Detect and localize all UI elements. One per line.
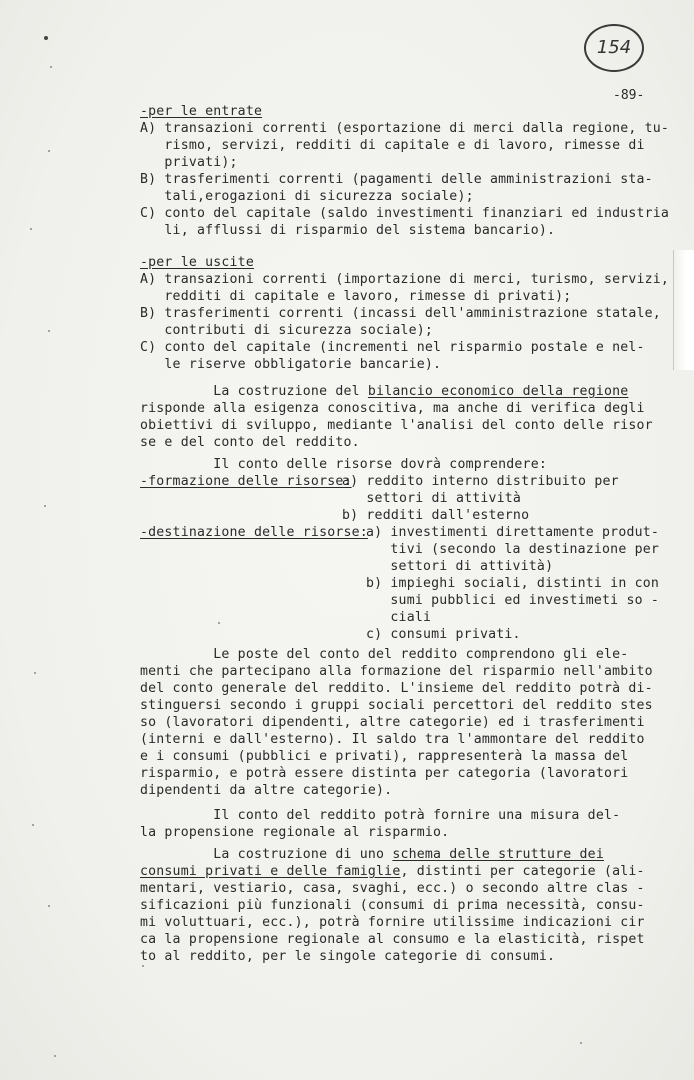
scan-speck xyxy=(218,622,220,624)
destinazione-item: b) impieghi sociali, distinti in con xyxy=(366,576,660,591)
scan-speck xyxy=(44,36,48,40)
scan-speck xyxy=(32,824,34,826)
formazione-item: a) reddito interno distribuito per xyxy=(342,474,619,489)
schema-text: , distinti per categorie (ali- xyxy=(400,864,645,879)
destinazione-item: a) investimenti direttamente produt- xyxy=(366,525,660,540)
schema-line xyxy=(140,847,604,863)
entrate-line: tali,erogazioni di sicurezza sociale); xyxy=(140,189,474,204)
scan-speck xyxy=(48,905,50,907)
propensione-line: Il conto del reddito potrà fornire una misura del- xyxy=(140,808,621,823)
schema-line: sificazioni più funzionali (consumi di prima necessità, consu- xyxy=(140,898,645,913)
reddito-line: dipendenti da altre categorie). xyxy=(140,783,393,798)
destinazione-item: settori di attività) xyxy=(366,559,554,574)
formazione-item: settori di attività xyxy=(342,491,522,506)
scan-speck xyxy=(34,672,36,674)
scan-speck xyxy=(30,228,32,230)
schema-text: La costruzione di uno xyxy=(140,847,393,862)
heading-uscite: -per le uscite xyxy=(140,255,254,270)
schema-title: schema delle strutture dei xyxy=(392,847,604,862)
risorse-intro: Il conto delle risorse dovrà comprendere: xyxy=(140,457,547,472)
bilancio-title: bilancio economico della regione xyxy=(367,384,629,399)
page-number: -89- xyxy=(613,88,645,103)
heading-entrate: -per le entrate xyxy=(140,104,263,119)
scan-speck xyxy=(580,1042,582,1044)
bilancio-text: La costruzione del xyxy=(140,384,368,399)
reddito-line: (interni e dall'esterno). Il saldo tra l'ammontare del reddito xyxy=(140,732,645,747)
uscite-line: le riserve obbligatorie bancarie). xyxy=(140,357,442,372)
destinazione-item: c) consumi privati. xyxy=(366,627,521,642)
reddito-line: Le poste del conto del reddito comprendono gli ele- xyxy=(140,647,629,662)
destinazione-label: -destinazione delle risorse: xyxy=(140,525,368,540)
reddito-line: risparmio, e potrà essere distinta per categoria (lavoratori xyxy=(140,766,629,781)
entrate-line: li, afflussi di risparmio del sistema bancario). xyxy=(140,223,556,238)
bilancio-line: se e del conto del reddito. xyxy=(140,435,360,450)
destinazione-item: ciali xyxy=(366,610,432,625)
scan-speck xyxy=(44,505,46,507)
propensione-line: la propensione regionale al risparmio. xyxy=(140,825,450,840)
uscite-line: redditi di capitale e lavoro, rimesse di privati); xyxy=(140,289,572,304)
reddito-line: stinguersi secondo i gruppi sociali percettori del reddito stes xyxy=(140,698,653,713)
schema-line: mi voluttuari, ecc.), potrà fornire utilissime indicazioni cir xyxy=(140,915,645,930)
destinazione-item: tivi (secondo la destinazione per xyxy=(366,542,660,557)
archive-stamp: 154 xyxy=(584,24,644,72)
entrate-line: A) transazioni correnti (esportazione di merci dalla regione, tu- xyxy=(140,121,670,136)
formazione-item: b) redditi dall'esterno xyxy=(342,508,530,523)
schema-title-cont: consumi privati e delle famiglie xyxy=(140,864,401,879)
scan-speck xyxy=(142,965,144,967)
schema-line: mentari, vestiario, casa, svaghi, ecc.) o secondo altre clas - xyxy=(140,881,645,896)
uscite-line: C) conto del capitale (incrementi nel risparmio postale e nel- xyxy=(140,340,645,355)
bilancio-line: obiettivi di sviluppo, mediante l'analisi del conto delle risor xyxy=(140,418,653,433)
reddito-line: so (lavoratori dipendenti, altre categorie) ed i trasferimenti xyxy=(140,715,645,730)
schema-line: to al reddito, per le singole categorie di consumi. xyxy=(140,949,556,964)
scan-speck xyxy=(48,330,50,332)
uscite-line: A) transazioni correnti (importazione di merci, turismo, servizi, xyxy=(140,272,670,287)
bilancio-line: risponde alla esigenza conoscitiva, ma anche di verifica degli xyxy=(140,401,645,416)
uscite-line: B) trasferimenti correnti (incassi dell'amministrazione statale, xyxy=(140,306,661,321)
formazione-label: -formazione delle risorse: xyxy=(140,474,352,489)
entrate-line: B) trasferimenti correnti (pagamenti delle amministrazioni sta- xyxy=(140,172,653,187)
reddito-line: del conto generale del reddito. L'insieme del reddito potrà di- xyxy=(140,681,653,696)
entrate-line: rismo, servizi, redditi di capitale e di lavoro, rimesse di xyxy=(140,138,645,153)
reddito-line: e i consumi (pubblici e privati), rappresenterà la massa del xyxy=(140,749,629,764)
uscite-line: contributi di sicurezza sociale); xyxy=(140,323,434,338)
entrate-line: privati); xyxy=(140,155,238,170)
scan-speck xyxy=(50,66,52,68)
schema-line xyxy=(140,864,645,880)
bilancio-line xyxy=(140,384,628,400)
scan-speck xyxy=(54,1055,56,1057)
schema-line: ca la propensione regionale al consumo e la elasticità, rispet xyxy=(140,932,645,947)
destinazione-item: sumi pubblici ed investimeti so - xyxy=(366,593,660,608)
entrate-line: C) conto del capitale (saldo investimenti finanziari ed industria xyxy=(140,206,670,221)
torn-page-edge xyxy=(673,250,694,370)
reddito-line: menti che partecipano alla formazione del risparmio nell'ambito xyxy=(140,664,653,679)
scan-speck xyxy=(48,150,50,152)
